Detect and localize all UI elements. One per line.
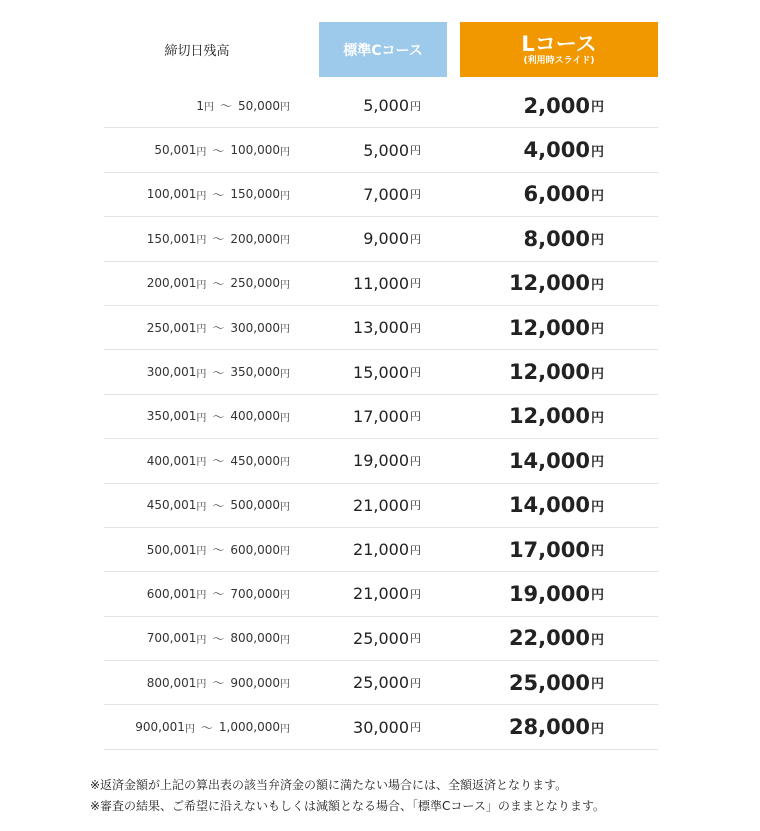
l-course-amount (509, 484, 604, 527)
c-course-amount (353, 262, 421, 305)
yen-unit: 円 (196, 590, 207, 602)
c-course-value: 25,000 (353, 673, 409, 693)
range-to: 50,000 (238, 98, 280, 113)
c-course-value: 11,000 (353, 273, 409, 293)
range-tilde: ～ (212, 676, 225, 691)
yen-unit: 円 (280, 634, 290, 646)
yen-unit: 円 (280, 235, 290, 247)
balance-range (147, 395, 290, 438)
yen-unit: 円 (410, 99, 421, 113)
table-row (104, 173, 658, 217)
yen-unit: 円 (410, 232, 421, 246)
c-course-value: 5,000 (363, 140, 409, 160)
range-from: 800,001 (146, 675, 197, 690)
table-row (104, 661, 658, 705)
yen-unit: 円 (280, 146, 290, 158)
l-course-amount (524, 128, 604, 171)
range-tilde: ～ (212, 587, 225, 602)
l-course-value: 4,000 (523, 138, 590, 163)
c-course-amount (353, 572, 421, 615)
balance-range (147, 350, 290, 393)
l-course-amount (509, 306, 604, 349)
range-from: 50,001 (154, 143, 197, 158)
range-to: 500,000 (230, 498, 280, 513)
yen-unit: 円 (196, 235, 207, 247)
range-from: 900,001 (135, 720, 185, 735)
yen-unit: 円 (280, 679, 290, 691)
range-tilde: ～ (212, 454, 225, 469)
l-course-value: 2,000 (523, 93, 590, 118)
yen-unit: 円 (590, 410, 604, 426)
c-course-value: 17,000 (353, 406, 409, 426)
balance-range (147, 572, 290, 615)
yen-unit: 円 (280, 457, 290, 469)
table-row (104, 306, 658, 350)
range-from: 450,001 (146, 498, 197, 513)
yen-unit: 円 (590, 277, 604, 293)
yen-unit: 円 (410, 321, 421, 335)
yen-unit: 円 (410, 410, 421, 424)
repayment-table (104, 84, 658, 750)
yen-unit: 円 (280, 412, 290, 424)
range-from: 1 (196, 98, 204, 113)
c-course-value: 15,000 (353, 362, 409, 382)
c-course-value: 9,000 (363, 229, 409, 249)
range-tilde: ～ (212, 143, 225, 158)
range-tilde: ～ (200, 720, 213, 735)
l-course-value: 28,000 (508, 715, 590, 740)
balance-range (196, 84, 290, 127)
range-from: 400,001 (146, 453, 197, 468)
balance-range (147, 439, 290, 482)
yen-unit: 円 (196, 146, 207, 158)
l-course-value: 22,000 (508, 626, 590, 651)
range-to: 900,000 (230, 675, 280, 690)
range-from: 600,001 (146, 586, 197, 601)
balance-range (147, 306, 290, 349)
l-course-amount (524, 217, 604, 260)
range-tilde: ～ (219, 99, 232, 114)
yen-unit: 円 (590, 721, 604, 737)
l-course-amount (509, 528, 604, 571)
yen-unit: 円 (280, 590, 290, 602)
yen-unit: 円 (590, 100, 604, 116)
table-row (104, 84, 658, 128)
range-to: 600,000 (230, 542, 280, 557)
table-row (104, 705, 658, 749)
yen-unit: 円 (203, 102, 214, 114)
table-row (104, 217, 658, 261)
yen-unit: 円 (590, 233, 604, 249)
yen-unit: 円 (196, 279, 207, 291)
footnotes (90, 775, 605, 817)
yen-unit: 円 (590, 144, 604, 160)
footnote: ※審査の結果、ご希望に沿えないもしくは減額となる場合、「標準Cコース」のままとなります。 (90, 799, 605, 813)
yen-unit: 円 (590, 588, 604, 604)
yen-unit: 円 (280, 368, 290, 380)
range-to: 200,000 (230, 231, 280, 246)
balance-range (147, 262, 290, 305)
l-course-value: 12,000 (508, 360, 590, 385)
l-course-value: 19,000 (508, 581, 590, 606)
c-course-amount (363, 84, 421, 127)
yen-unit: 円 (590, 499, 604, 515)
yen-unit: 円 (196, 368, 207, 380)
l-course-amount (509, 705, 604, 748)
yen-unit: 円 (280, 190, 290, 202)
range-from: 700,001 (146, 631, 197, 646)
c-course-value: 7,000 (363, 184, 409, 204)
c-course-amount (353, 528, 421, 571)
yen-unit: 円 (590, 544, 604, 560)
c-course-amount (363, 217, 421, 260)
table-row (104, 439, 658, 483)
range-tilde: ～ (212, 409, 225, 424)
c-course-amount (353, 484, 421, 527)
header-balance-range: 締切日残高 (164, 44, 230, 59)
c-course-value: 21,000 (353, 495, 409, 515)
yen-unit: 円 (410, 366, 421, 380)
c-course-value: 25,000 (353, 628, 409, 648)
yen-unit: 円 (410, 632, 421, 646)
yen-unit: 円 (196, 457, 207, 469)
yen-unit: 円 (590, 366, 604, 382)
yen-unit: 円 (196, 412, 207, 424)
range-to: 800,000 (230, 631, 280, 646)
balance-range (147, 217, 290, 260)
yen-unit: 円 (196, 501, 207, 513)
yen-unit: 円 (184, 723, 195, 735)
range-to: 450,000 (230, 453, 280, 468)
c-course-amount (363, 128, 421, 171)
range-tilde: ～ (212, 187, 225, 202)
c-course-amount (353, 439, 421, 482)
c-course-value: 13,000 (353, 318, 409, 338)
yen-unit: 円 (410, 543, 421, 557)
range-from: 250,001 (146, 320, 197, 335)
l-course-value: 12,000 (508, 315, 590, 340)
c-course-amount (363, 173, 421, 216)
l-course-value: 14,000 (508, 493, 590, 518)
range-to: 300,000 (230, 320, 280, 335)
yen-unit: 円 (196, 190, 207, 202)
table-row (104, 128, 658, 172)
c-course-value: 19,000 (353, 451, 409, 471)
table-row (104, 350, 658, 394)
c-course-amount (353, 705, 421, 748)
c-course-amount (353, 350, 421, 393)
l-course-subtitle: (利用時スライド) (523, 55, 595, 66)
balance-range (147, 173, 290, 216)
range-tilde: ～ (212, 365, 225, 380)
l-course-amount (509, 617, 604, 660)
range-tilde: ～ (212, 498, 225, 513)
balance-range (147, 661, 290, 704)
range-to: 100,000 (230, 143, 280, 158)
l-course-amount (509, 350, 604, 393)
l-course-value: 12,000 (508, 404, 590, 429)
range-from: 500,001 (146, 542, 197, 557)
balance-range (154, 128, 290, 171)
yen-unit: 円 (590, 188, 604, 204)
yen-unit: 円 (280, 546, 290, 558)
footnote: ※返済金額が上記の算出表の該当弁済金の額に満たない場合には、全額返済となります。 (90, 778, 568, 792)
l-course-amount (524, 84, 604, 127)
table-row (104, 572, 658, 616)
yen-unit: 円 (196, 679, 207, 691)
header-l-course (460, 22, 658, 77)
range-tilde: ～ (212, 276, 225, 291)
l-course-value: 8,000 (523, 226, 590, 251)
yen-unit: 円 (280, 279, 290, 291)
table-row (104, 484, 658, 528)
range-from: 350,001 (146, 409, 197, 424)
yen-unit: 円 (410, 144, 421, 158)
l-course-amount (509, 661, 604, 704)
l-course-amount (524, 173, 604, 216)
range-to: 250,000 (230, 276, 280, 291)
c-course-amount (353, 306, 421, 349)
l-course-value: 12,000 (508, 271, 590, 296)
l-course-amount (509, 395, 604, 438)
yen-unit: 円 (410, 721, 421, 735)
l-course-value: 17,000 (508, 537, 590, 562)
c-course-amount (353, 395, 421, 438)
c-course-value: 21,000 (353, 540, 409, 560)
c-course-amount (353, 661, 421, 704)
l-course-title: Lコース (521, 31, 597, 56)
balance-range (147, 617, 290, 660)
yen-unit: 円 (590, 322, 604, 338)
l-course-value: 25,000 (508, 670, 590, 695)
l-course-value: 14,000 (508, 448, 590, 473)
l-course-amount (509, 439, 604, 482)
l-course-amount (509, 262, 604, 305)
balance-range (147, 484, 290, 527)
yen-unit: 円 (280, 324, 290, 336)
yen-unit: 円 (590, 632, 604, 648)
range-from: 150,001 (146, 231, 197, 246)
table-row (104, 395, 658, 439)
range-to: 400,000 (230, 409, 280, 424)
yen-unit: 円 (590, 677, 604, 693)
range-tilde: ～ (212, 232, 225, 247)
range-tilde: ～ (212, 543, 225, 558)
range-from: 300,001 (146, 365, 197, 380)
yen-unit: 円 (410, 676, 421, 690)
yen-unit: 円 (410, 587, 421, 601)
yen-unit: 円 (196, 634, 207, 646)
table-header (0, 22, 760, 77)
yen-unit: 円 (196, 324, 207, 336)
c-course-amount (353, 617, 421, 660)
l-course-amount (509, 572, 604, 615)
header-standard-c-course: 標準Cコース (319, 22, 447, 77)
range-to: 1,000,000 (218, 720, 280, 735)
range-tilde: ～ (212, 631, 225, 646)
yen-unit: 円 (410, 454, 421, 468)
c-course-value: 21,000 (353, 584, 409, 604)
yen-unit: 円 (410, 277, 421, 291)
c-course-value: 5,000 (363, 96, 409, 116)
yen-unit: 円 (590, 455, 604, 471)
l-course-value: 6,000 (523, 182, 590, 207)
range-from: 200,001 (146, 276, 197, 291)
range-to: 700,000 (230, 586, 280, 601)
yen-unit: 円 (280, 501, 290, 513)
balance-range (135, 705, 290, 748)
range-from: 100,001 (146, 187, 197, 202)
yen-unit: 円 (280, 102, 290, 114)
balance-range (147, 528, 290, 571)
table-row (104, 262, 658, 306)
range-tilde: ～ (212, 321, 225, 336)
yen-unit: 円 (410, 499, 421, 513)
table-row (104, 528, 658, 572)
yen-unit: 円 (280, 723, 290, 735)
yen-unit: 円 (196, 546, 207, 558)
yen-unit: 円 (410, 188, 421, 202)
range-to: 150,000 (230, 187, 280, 202)
c-course-value: 30,000 (353, 717, 409, 737)
table-row (104, 617, 658, 661)
range-to: 350,000 (230, 365, 280, 380)
